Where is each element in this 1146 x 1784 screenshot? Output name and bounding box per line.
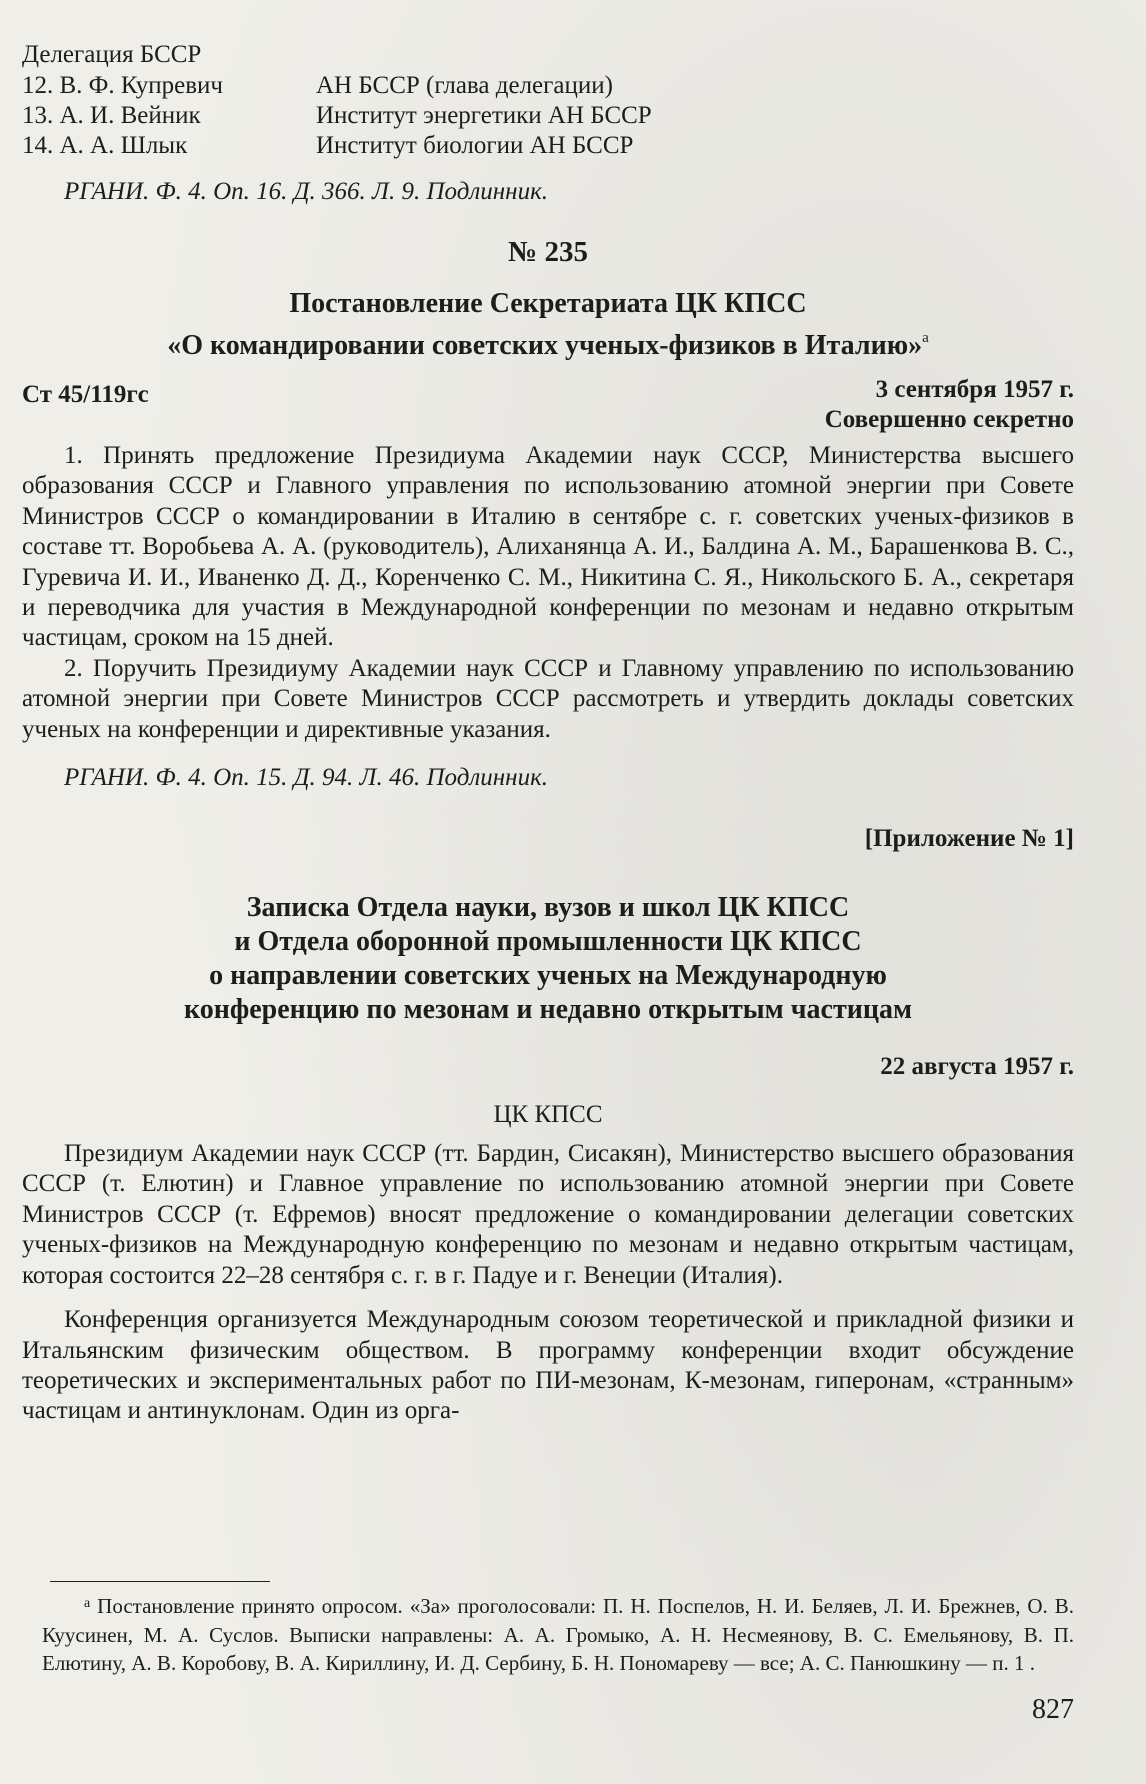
paragraph: 2. Поручить Президиуму Академии наук СССР и Главному управлению по использованию атомной энергии при Совете Министров СССР рассмотреть и утвердить доклады советских ученых на конференции и директивные указания.	[22, 654, 1074, 743]
title-line: конференцию по мезонам и недавно открытым частицам	[183, 994, 913, 1026]
delegation-list	[22, 71, 652, 161]
paragraph: 1. Принять предложение Президиума Академии наук СССР, Министерства высшего образования СССР и Главного управления по использованию атомной энергии при Совете Министров СССР о командировании в Италию в сентябре с. г. советских ученых-физиков в составе тт. Воробьева А. А. (руководитель), Алиханянца А. И., Балдина А. М., Барашенкова В. С., Гуревича И. И., Иваненко Д. Д., Коренченко С. М., Никитина С. Я., Никольского Б. А., секретаря и переводчика для участия в Международной конференции по мезонам и недавно открытым частицам, сроком на 15 дней.	[22, 442, 1074, 652]
paragraph: Президиум Академии наук СССР (тт. Бардин, Сисакян), Министерство высшего образования СССР (т. Елютин) и Главное управление по использованию атомной энергии при Совете Министров СССР (т. Ефремов) вносят предложение о командировании делегации советских ученых-физиков на Международную конференцию по мезонам и недавно открытым частицам, которая состоится 22–28 сентября с. г. в г. Падуе и г. Венеции (Италия).	[22, 1140, 1074, 1289]
document-date: 3 сентября 1957 г.	[875, 376, 1074, 403]
archive-source: РГАНИ. Ф. 4. Оп. 16. Д. 366. Л. 9. Подлинник.	[64, 178, 549, 205]
delegation-row	[22, 71, 652, 101]
appendix-date: 22 августа 1957 г.	[880, 1053, 1074, 1081]
appendix-title	[22, 891, 1074, 1027]
delegation-title: Делегация БССР	[22, 41, 202, 68]
delegation-row	[22, 101, 652, 131]
member-org: Институт биологии АН БССР	[316, 132, 634, 159]
heading-line: Постановление Секретариата ЦК КПСС	[289, 288, 807, 319]
addressee: ЦК КПСС	[493, 1101, 603, 1129]
member-name: 14. А. А. Шлык	[22, 132, 188, 159]
member-org: АН БССР (глава делегации)	[316, 72, 613, 99]
footnote-marker: а	[84, 1596, 91, 1611]
delegation-row	[22, 131, 652, 161]
reference-number: Ст 45/119гс	[22, 381, 149, 408]
paragraph: Конференция организуется Международным союзом теоретической и прикладной физики и Итальянским физическим обществом. В программу конференции входит обсуждение теоретических и экспериментальных работ по ПИ-мезонам, К-мезонам, гиперонам, «странным» частицам и антинуклонам. Один из орга-	[22, 1306, 1074, 1425]
member-org: Институт энергетики АН БССР	[316, 102, 652, 129]
page-number: 827	[1032, 1694, 1074, 1725]
document-meta	[22, 375, 1074, 435]
member-name: 13. А. И. Вейник	[22, 102, 201, 129]
member-name: 12. В. Ф. Купревич	[22, 72, 223, 99]
footnote-marker: а	[922, 330, 929, 346]
footnote-text: Постановление принято опросом. «За» проголосовали: П. Н. Поспелов, Н. И. Беляев, Л. И. Брежнев, О. В. Куусинен, М. А. Суслов. Выписки направлены: А. А. Громыко, А. Н. Несмеянову, В. С. Емельянову, В. П. Елютину, А. В. Коробову, В. А. Кириллину, И. Д. Сербину, Б. Н. Пономареву — все; А. С. Панюшкину — п. 1 .	[42, 1594, 1074, 1675]
footnote-divider	[50, 1581, 270, 1582]
date-block	[825, 375, 1074, 435]
appendix-label: [Приложение № 1]	[864, 825, 1074, 853]
heading-line: «О командировании советских ученых-физиков в Италию»	[167, 330, 923, 361]
document-heading	[22, 287, 1074, 363]
page-content	[22, 40, 1074, 1427]
document-number: № 235	[508, 236, 588, 268]
title-line: Записка Отдела науки, вузов и школ ЦК КПСС	[246, 892, 850, 924]
footnote	[42, 1590, 1074, 1678]
archive-source: РГАНИ. Ф. 4. Оп. 15. Д. 94. Л. 46. Подлинник.	[64, 764, 549, 792]
title-line: и Отдела оборонной промышленности ЦК КПСС	[234, 926, 862, 958]
secrecy-stamp: Совершенно секретно	[824, 406, 1074, 433]
title-line: о направлении советских ученых на Международную	[209, 960, 887, 992]
